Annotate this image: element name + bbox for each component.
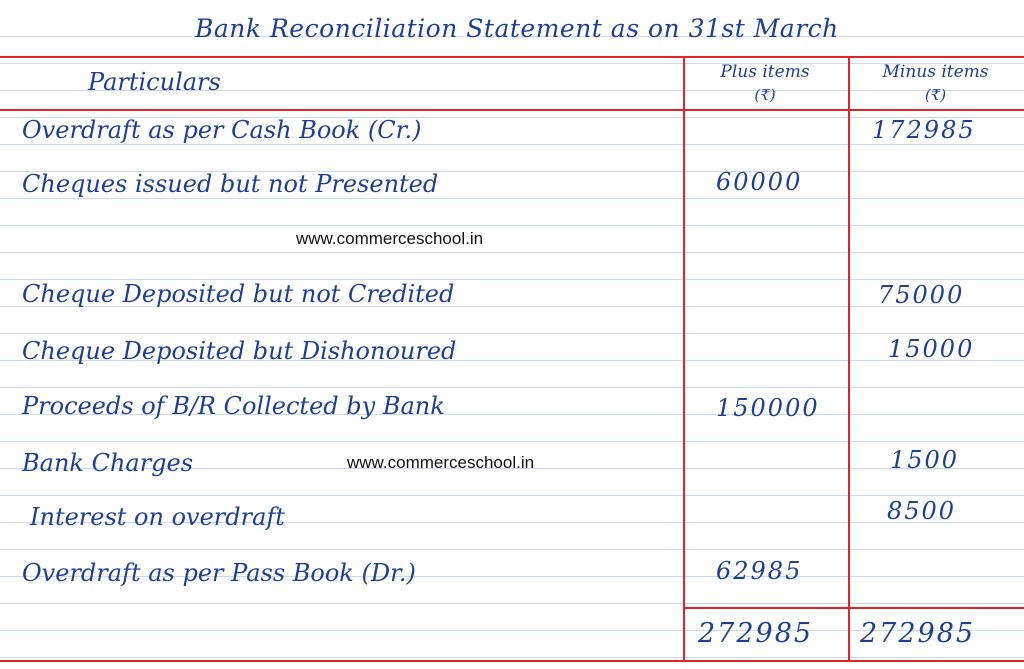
watermark-text: www.commerceschool.in xyxy=(347,453,535,472)
row-minus-amount: 75000 xyxy=(878,281,965,309)
minus-column-divider xyxy=(848,56,850,662)
table-bottom-border xyxy=(0,660,1024,662)
minus-total: 272985 xyxy=(860,618,976,649)
plus-items-unit: (₹) xyxy=(754,86,776,104)
row-minus-amount: 8500 xyxy=(887,497,957,525)
header-divider xyxy=(0,109,1024,111)
row-particular: Interest on overdraft xyxy=(30,503,285,531)
particulars-header: Particulars xyxy=(88,68,221,96)
plus-items-header: Plus items xyxy=(720,62,810,82)
plus-column-divider xyxy=(683,56,685,662)
row-plus-amount: 62985 xyxy=(716,557,803,585)
minus-items-header: Minus items xyxy=(882,62,989,82)
statement-title: Bank Reconciliation Statement as on 31st March xyxy=(195,14,839,43)
row-minus-amount: 172985 xyxy=(872,116,976,144)
minus-items-unit: (₹) xyxy=(924,86,947,104)
row-particular: Proceeds of B/R Collected by Bank xyxy=(22,392,445,420)
row-particular: Overdraft as per Pass Book (Dr.) xyxy=(22,559,416,587)
row-minus-amount: 1500 xyxy=(890,446,960,474)
row-plus-amount: 150000 xyxy=(716,394,820,422)
row-minus-amount: 15000 xyxy=(888,335,975,363)
watermark-text: www.commerceschool.in xyxy=(296,229,484,248)
plus-total: 272985 xyxy=(698,618,814,649)
row-particular: Cheque Deposited but Dishonoured xyxy=(22,337,457,365)
row-particular: Cheques issued but not Presented xyxy=(22,170,439,198)
row-plus-amount: 60000 xyxy=(716,168,803,196)
row-particular: Cheque Deposited but not Credited xyxy=(22,280,455,308)
row-particular: Bank Charges xyxy=(22,449,194,477)
table-top-border xyxy=(0,56,1024,58)
row-particular: Overdraft as per Cash Book (Cr.) xyxy=(22,116,422,144)
totals-divider xyxy=(683,607,1024,609)
